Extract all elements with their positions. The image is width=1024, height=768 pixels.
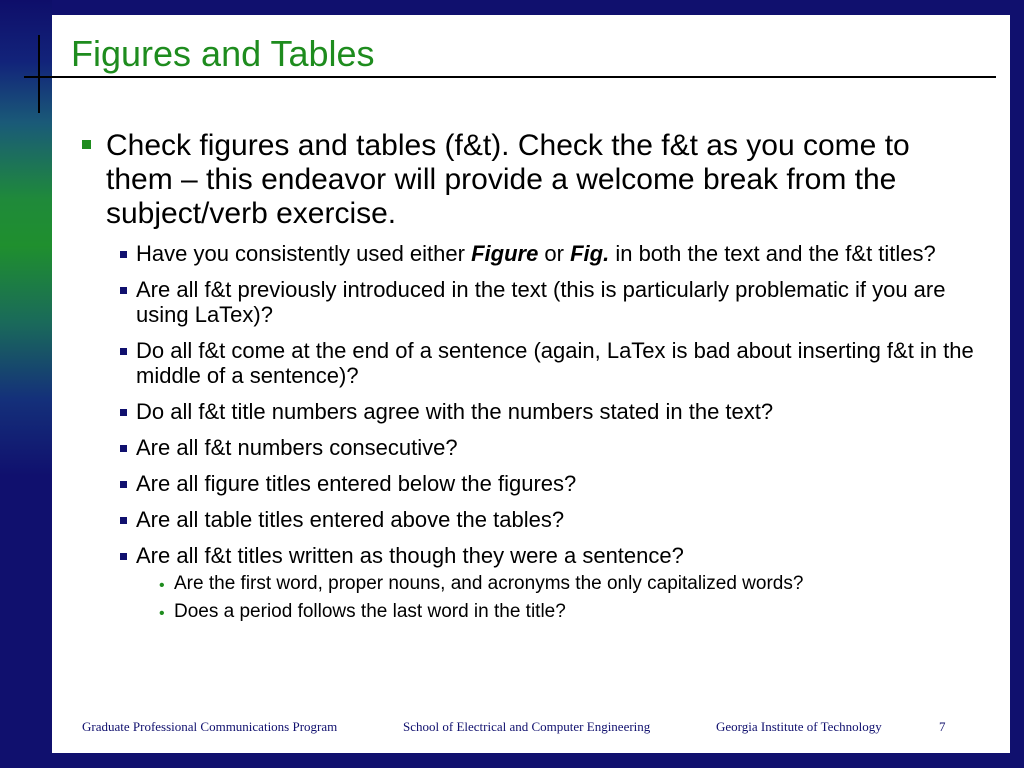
square-bullet-icon [120, 481, 127, 488]
sub-bullet-text: Are all f&t numbers consecutive? [136, 435, 458, 460]
square-bullet-icon [82, 140, 91, 149]
sub-sub-bullet [78, 600, 978, 624]
slide-footer [52, 719, 1010, 739]
sub-bullet [78, 543, 978, 568]
sub-bullet [78, 399, 978, 424]
square-bullet-icon [120, 445, 127, 452]
title-vertical-rule [38, 35, 40, 113]
slide-content [78, 129, 978, 628]
square-bullet-icon [120, 409, 127, 416]
footer-institute: Georgia Institute of Technology [716, 719, 882, 734]
sub-bullet [78, 471, 978, 496]
sub-bullet [78, 507, 978, 532]
sub-bullet [78, 241, 978, 266]
sub-bullet-text: Are all figure titles entered below the figures? [136, 471, 577, 496]
sub-bullet-text: or [538, 241, 571, 266]
dot-bullet-icon: • [159, 605, 165, 622]
slide [52, 15, 1010, 753]
sub-bullet-text: Have you consistently used either [136, 241, 472, 266]
square-bullet-icon [120, 517, 127, 524]
sub-bullet [78, 277, 978, 327]
square-bullet-icon [120, 348, 127, 355]
sub-bullet-text: Are all f&t titles written as though they were a sentence? [136, 543, 684, 568]
main-bullet [78, 129, 978, 231]
square-bullet-icon [120, 287, 127, 294]
sub-bullet [78, 338, 978, 388]
main-bullet-text: Check figures and tables (f&t). Check the f&t as you come to them – this endeavor will provide a welcome break from the subject/verb exercise. [106, 129, 910, 230]
sub-sub-bullet-text: Does a period follows the last word in the title? [174, 601, 566, 622]
sub-sub-bullet-text: Are the first word, proper nouns, and acronyms the only capitalized words? [174, 573, 804, 594]
footer-page-number: 7 [939, 719, 946, 734]
sub-bullet-text: Do all f&t title numbers agree with the numbers stated in the text? [136, 399, 774, 424]
sub-sub-bullet [78, 572, 978, 596]
sub-bullet-list [78, 241, 978, 624]
sub-bullet-text: Do all f&t come at the end of a sentence (again, LaTex is bad about inserting f&t in the middle of a sentence)? [136, 338, 974, 388]
square-bullet-icon [120, 251, 127, 258]
emphasis-figure: Figure [471, 241, 539, 266]
footer-program: Graduate Professional Communications Program [82, 719, 338, 734]
sub-bullet-text: Are all f&t previously introduced in the text (this is particularly problematic if you are using LaTex)? [136, 277, 946, 327]
slide-title: Figures and Tables [71, 33, 375, 74]
footer-school: School of Electrical and Computer Engineering [403, 719, 651, 734]
sub-bullet-text: Are all table titles entered above the tables? [136, 507, 565, 532]
left-gradient-band [0, 0, 52, 768]
sub-bullet [78, 435, 978, 460]
square-bullet-icon [120, 553, 127, 560]
sub-bullet-text: in both the text and the f&t titles? [609, 241, 936, 266]
emphasis-fig: Fig. [570, 241, 610, 266]
dot-bullet-icon: • [159, 577, 165, 594]
title-underline-rule [24, 76, 996, 78]
